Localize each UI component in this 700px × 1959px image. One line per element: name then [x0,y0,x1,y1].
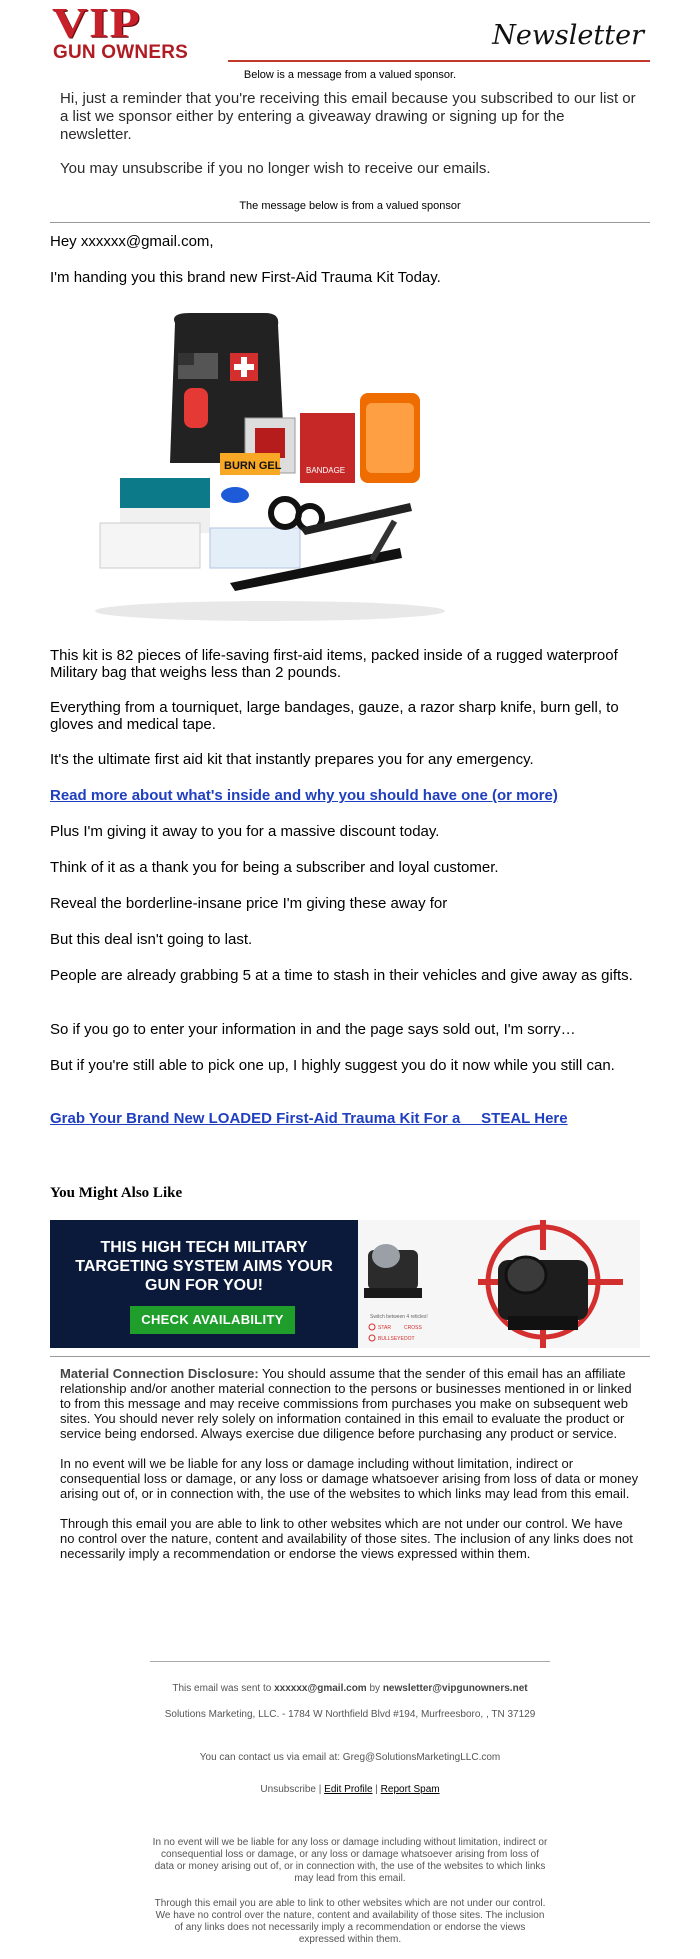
body-paragraph-8: People are already grabbing 5 at a time to stash in their vehicles and give away as gifts. [50,967,633,984]
legend-bullseye: BULLSEYE [378,1336,404,1342]
bandage-label: BANDAGE [306,466,346,475]
targeting-system-banner-ad[interactable] [50,1220,640,1348]
gloves-pack [210,528,300,568]
legend-cross: CROSS [404,1325,422,1331]
grab-kit-link[interactable]: Grab Your Brand New LOADED First-Aid Trauma Kit For a STEAL Here [50,1110,568,1127]
flag-canton [178,353,194,365]
link-separator: | [372,1784,381,1795]
red-dot-sight-image [358,1220,640,1348]
paragraph-block-7 [50,931,650,948]
small-sight-mount [364,1288,422,1298]
banner-headline: THIS HIGH TECH MILITARY TARGETING SYSTEM AIMS YOUR GUN FOR YOU! [75,1239,333,1294]
legend-star: STAR [378,1325,391,1331]
greeting-text: Hey xxxxxx@gmail.com, [50,233,214,250]
gauze-pads [100,523,200,568]
body-paragraph-2: Everything from a tourniquet, large bandages, gauze, a razor sharp knife, burn gell, to gloves and medical tape. [50,699,619,733]
large-sight-lens [506,1257,546,1293]
paragraph-block-10 [50,1057,650,1074]
banner-right-panel [358,1220,640,1348]
vip-gun-owners-logo[interactable] [50,1,230,63]
intro-notice [60,90,640,194]
kit-shadow [95,601,445,621]
body-paragraph-5: Think of it as a thank you for being a subscriber and loyal customer. [50,859,499,876]
email-header [50,1,650,63]
paragraph-block-3 [50,751,650,768]
logo-text-vip: VIP [52,1,141,47]
body-paragraph-7: But this deal isn't going to last. [50,931,253,948]
legend-dot: DOT [404,1336,415,1342]
body-paragraph-4: Plus I'm giving it away to you for a massive discount today. [50,823,440,840]
report-spam-link[interactable]: Report Spam [380,1784,440,1795]
link-separator: | [316,1784,325,1795]
paragraph-block-8 [50,967,650,984]
footer-legal-2: Through this email you are able to link to other websites which are not under our control. We have no control over the nature, content and availability of those sites. The inclusion of any links does not necessarily imply a recommendation or endorse the views expressed within them. [154,1898,546,1945]
trauma-shears-handle [271,499,299,527]
link-block-1 [50,787,650,804]
body-paragraph-9: So if you go to enter your information in and the page says sold out, I'm sorry… [50,1021,576,1038]
sent-by: by [366,1683,383,1694]
cross-horizontal [234,364,254,370]
legend-bullseye-icon [369,1335,375,1341]
paragraph-block-2 [50,699,650,733]
tape-highlight [366,403,414,473]
intro-paragraph-1: Hi, just a reminder that you're receiving this email because you subscribed to our list or a list we sponsor either by entering a giveaway drawing or signing up for the newsletter. [60,90,636,143]
check-availability-button[interactable]: CHECK AVAILABILITY [130,1306,295,1334]
paragraph-block-1 [50,647,650,681]
first-aid-kit-image[interactable] [80,313,460,623]
tourniquet [184,388,208,428]
material-disclosure [60,1366,640,1576]
footer-sent-to [150,1683,550,1695]
read-more-link[interactable]: Read more about what's inside and why you should have one (or more) [50,787,558,804]
unsubscribe-link[interactable]: Unsubscribe [260,1784,316,1795]
body-paragraph-1: This kit is 82 pieces of life-saving first-aid items, packed inside of a rugged waterproof Military bag that weighs less than 2 pounds. [50,647,618,681]
small-sight-lens [372,1244,400,1268]
intro-paragraph-2: You may unsubscribe if you no longer wish to receive our emails. [60,160,491,177]
footer-address: Solutions Marketing, LLC. - 1784 W Northfield Blvd #194, Murfreesboro, , TN 37129 [164,1709,536,1720]
newsletter-title: Newsletter [492,20,644,51]
banner-left-panel [50,1220,358,1348]
paragraph-block-4 [50,823,650,840]
footer-contact: You can contact us via email at: Greg@SolutionsMarketingLLC.com [199,1752,501,1763]
you-might-also-like-heading: You Might Also Like [50,1185,183,1201]
logo-text-gun-owners: GUN OWNERS [53,42,188,63]
crosshair-top [540,1220,546,1250]
body-paragraph-3: It's the ultimate first aid kit that instantly prepares you for any emergency. [50,751,534,768]
footer-divider [150,1661,550,1662]
sender-email: newsletter@vipgunowners.net [382,1683,528,1694]
disclosure-lead: Material Connection Disclosure: [60,1366,259,1381]
recipient-email: xxxxxx@gmail.com [274,1683,367,1694]
paragraph-block-9 [50,1021,650,1038]
paragraph-block-5 [50,859,650,876]
disclosure-paragraph-2: In no event will we be liable for any loss or damage including without limitation, indirect or consequential loss or damage, or any loss or damage whatsoever arising from loss of data or money arising out of, or in connection with, the use of the websites to which links may lead from this email. [60,1456,639,1501]
body-paragraph-10: But if you're still able to pick one up, I highly suggest you do it now while you still can. [50,1057,615,1074]
footer-links [150,1784,550,1796]
large-sight-mount [508,1316,578,1330]
greeting [50,233,650,250]
body-paragraph-6: Reveal the borderline-insane price I'm giving these away for [50,895,448,912]
burn-gel-label: BURN GEL [224,460,282,472]
reticle-legend-title: Switch between 4 reticles! [370,1314,428,1320]
disclosure-text-1: You should assume that the sender of this email has an affiliate relationship and/or another material connection to the persons or businesses mentioned in or linked to from this message and may receive commissions from purchases you make on subsequent web sites. You should never rely solely on information contained in this email to evaluate the product or service being endorsed. Always exercise due diligence before purchasing any product or service. [60,1366,632,1441]
header-divider [228,60,650,62]
sponsor-note-mid: The message below is from a valued sponsor [239,200,461,212]
disclosure-paragraph-1 [60,1366,640,1441]
intro-line [50,269,650,286]
section-divider [50,222,650,223]
paragraph-block-6 [50,895,650,912]
legend-star-icon [369,1324,375,1330]
footer-legal-1: In no event will we be liable for any loss or damage including without limitation, indirect or consequential loss or damage, or any loss or damage whatsoever arising from loss of data or money arising out of, or in connection with, the use of the websites to which links may lead from this email. [152,1837,548,1884]
intro-line-text: I'm handing you this brand new First-Aid Trauma Kit Today. [50,269,441,286]
sent-prefix: This email was sent to [172,1683,275,1694]
disclosure-paragraph-3: Through this email you are able to link to other websites which are not under our control. We have no control over the nature, content and availability of those sites. The inclusion of any links does not necessarily imply a recommendation or endorse the views expressed within them. [60,1516,633,1561]
disclosure-divider [50,1356,650,1357]
crosshair-right [583,1279,623,1285]
edit-profile-link[interactable]: Edit Profile [324,1784,373,1795]
sponsor-note-top: Below is a message from a valued sponsor. [243,69,457,81]
blue-bandage-roll [221,487,249,503]
link-block-2 [50,1110,650,1127]
